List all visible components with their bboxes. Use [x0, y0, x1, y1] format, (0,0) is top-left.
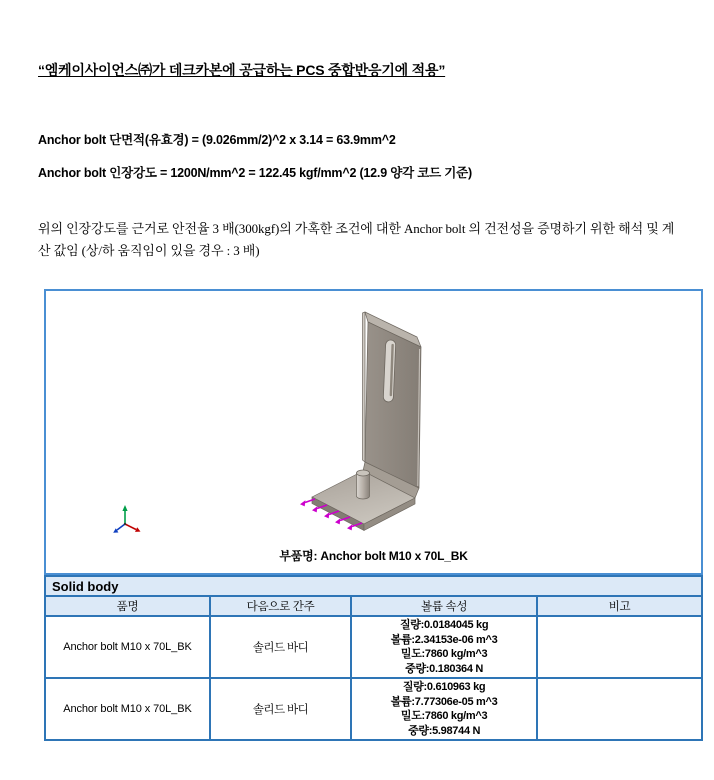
table-title-row [45, 576, 702, 596]
col-header-treated-as: 다음으로 간주 [210, 596, 351, 616]
page-title: “엠케이사이언스㈜가 데크카본에 공급하는 PCS 중합반응기에 적용” [38, 62, 446, 78]
table-title: Solid body [45, 576, 702, 596]
mass-value: 질량:0.0184045 kg [399, 619, 489, 631]
col-header-part-name: 품명 [45, 596, 210, 616]
figure-caption: 부품명: Anchor bolt M10 x 70L_BK [279, 549, 468, 563]
density-value: 밀도:7860 kg/m^3 [400, 710, 488, 722]
volume-props-cell [351, 616, 537, 678]
note-cell [537, 678, 702, 740]
part-name-cell: Anchor bolt M10 x 70L_BK [45, 678, 210, 740]
volume-props-cell [351, 678, 537, 740]
cad-part-drawing [46, 291, 701, 551]
formula-line-2: Anchor bolt 인장강도 = 1200N/mm^2 = 122.45 kgf/mm^2 (12.9 양각 코드 기준) [38, 166, 472, 180]
table-row [45, 678, 702, 740]
volume-value: 볼륨:7.77306e-05 m^3 [390, 695, 498, 708]
col-header-volume-props: 볼륨 속성 [351, 596, 537, 616]
volume-value: 볼륨:2.34153e-06 m^3 [390, 633, 498, 646]
solid-body-table [44, 575, 703, 741]
table-header-row [45, 596, 702, 616]
slot-hole [383, 340, 396, 402]
table-row [45, 616, 702, 678]
bolt-cylinder [357, 470, 370, 499]
origin-triad-icon [113, 505, 140, 533]
part-name-cell: Anchor bolt M10 x 70L_BK [45, 616, 210, 678]
formula-line-1: Anchor bolt 단면적(유효경) = (9.026mm/2)^2 x 3.14 = 63.9mm^2 [38, 133, 396, 147]
weight-value: 중량:5.98744 N [408, 724, 481, 737]
treated-as-cell: 솔리드 바디 [210, 616, 351, 678]
note-cell [537, 616, 702, 678]
mass-value: 질량:0.610963 kg [402, 681, 486, 693]
treated-as-cell: 솔리드 바디 [210, 678, 351, 740]
weight-value: 중량:0.180364 N [405, 662, 484, 675]
density-value: 밀도:7860 kg/m^3 [400, 648, 488, 660]
analysis-paragraph: 위의 인장강도를 근거로 안전율 3 배(300kgf)의 가혹한 조건에 대한 Anchor bolt 의 건전성을 증명하기 위한 해석 및 계산 값임 (상/하 움직임이 있을 경우 : 3 배) [38, 221, 675, 258]
col-header-note: 비고 [537, 596, 702, 616]
figure-box [44, 289, 703, 575]
